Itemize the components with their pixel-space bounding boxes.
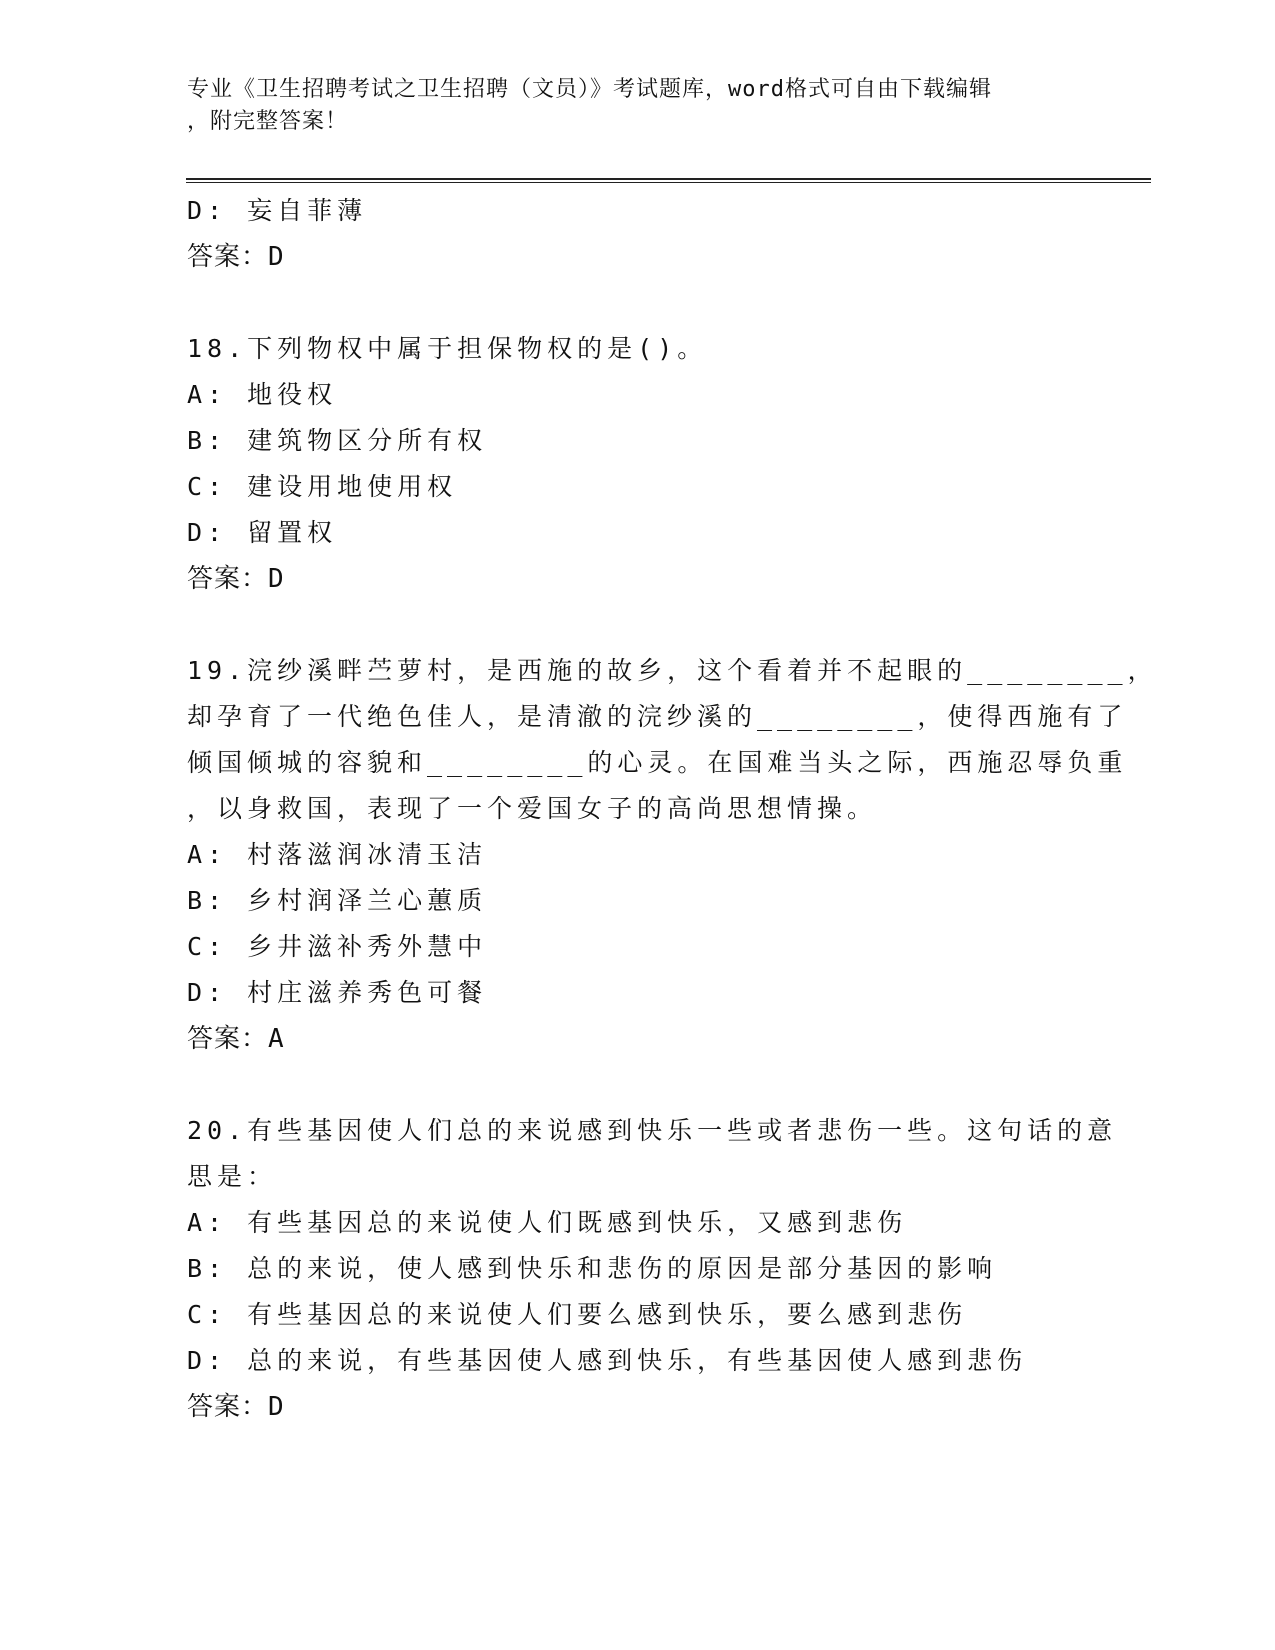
header-divider-thin	[186, 182, 1151, 183]
option-c: C: 有些基因总的来说使人们要么感到快乐，要么感到悲伤	[187, 1300, 968, 1329]
answer-label: 答案：	[187, 1392, 269, 1422]
spacer	[187, 602, 1087, 648]
spacer	[187, 1062, 1087, 1108]
question-text-line-2: 思是：	[187, 1162, 278, 1191]
question-text-line-4: ，以身救国，表现了一个爱国女子的高尚思想情操。	[187, 794, 878, 823]
question-18	[187, 326, 1087, 602]
option-d: D: 留置权	[187, 518, 338, 547]
question-text-line-2: 却孕育了一代绝色佳人，是清澈的浣纱溪的________，使得西施有了	[187, 702, 1128, 731]
document-header	[187, 74, 1067, 138]
question-19	[187, 648, 1158, 1062]
question-text-line-3: 倾国倾城的容貌和________的心灵。在国难当头之际，西施忍辱负重	[187, 748, 1128, 777]
option-c: C: 建设用地使用权	[187, 472, 458, 501]
option-d: D: 村庄滋养秀色可餐	[187, 978, 488, 1007]
answer-value: D	[268, 564, 285, 594]
option-d: D: 妄自菲薄	[187, 196, 368, 225]
answer-value: D	[268, 1392, 285, 1422]
option-d: D: 总的来说，有些基因使人感到快乐，有些基因使人感到悲伤	[187, 1346, 1028, 1375]
answer-value: D	[268, 242, 285, 272]
question-20	[187, 1108, 1118, 1430]
option-a: A: 地役权	[187, 380, 338, 409]
answer-line	[187, 234, 1087, 280]
question-text-line-1: 20.有些基因使人们总的来说感到快乐一些或者悲伤一些。这句话的意	[187, 1116, 1118, 1145]
question-text-line-1: 19.浣纱溪畔苎萝村，是西施的故乡，这个看着并不起眼的________，	[187, 656, 1158, 685]
header-divider	[186, 178, 1151, 180]
answer-line	[187, 1016, 1087, 1062]
option-a: A: 有些基因总的来说使人们既感到快乐，又感到悲伤	[187, 1208, 908, 1237]
header-line-2: ，附完整答案！	[187, 109, 349, 134]
option-a: A: 村落滋润冰清玉洁	[187, 840, 488, 869]
question-content	[187, 188, 1158, 1430]
answer-line	[187, 1384, 1087, 1430]
answer-label: 答案：	[187, 1024, 269, 1054]
spacer	[187, 280, 1087, 326]
answer-line	[187, 556, 1087, 602]
answer-label: 答案：	[187, 564, 269, 594]
option-c: C: 乡井滋补秀外慧中	[187, 932, 488, 961]
option-b: B: 总的来说，使人感到快乐和悲伤的原因是部分基因的影响	[187, 1254, 998, 1283]
option-b: B: 乡村润泽兰心蕙质	[187, 886, 488, 915]
header-line-1: 专业《卫生招聘考试之卫生招聘（文员）》考试题库，word格式可自由下载编辑	[187, 77, 992, 102]
answer-value: A	[268, 1024, 285, 1054]
previous-question-fragment	[187, 188, 1087, 280]
answer-label: 答案：	[187, 242, 269, 272]
question-text: 18.下列物权中属于担保物权的是()。	[187, 334, 708, 363]
option-b: B: 建筑物区分所有权	[187, 426, 488, 455]
